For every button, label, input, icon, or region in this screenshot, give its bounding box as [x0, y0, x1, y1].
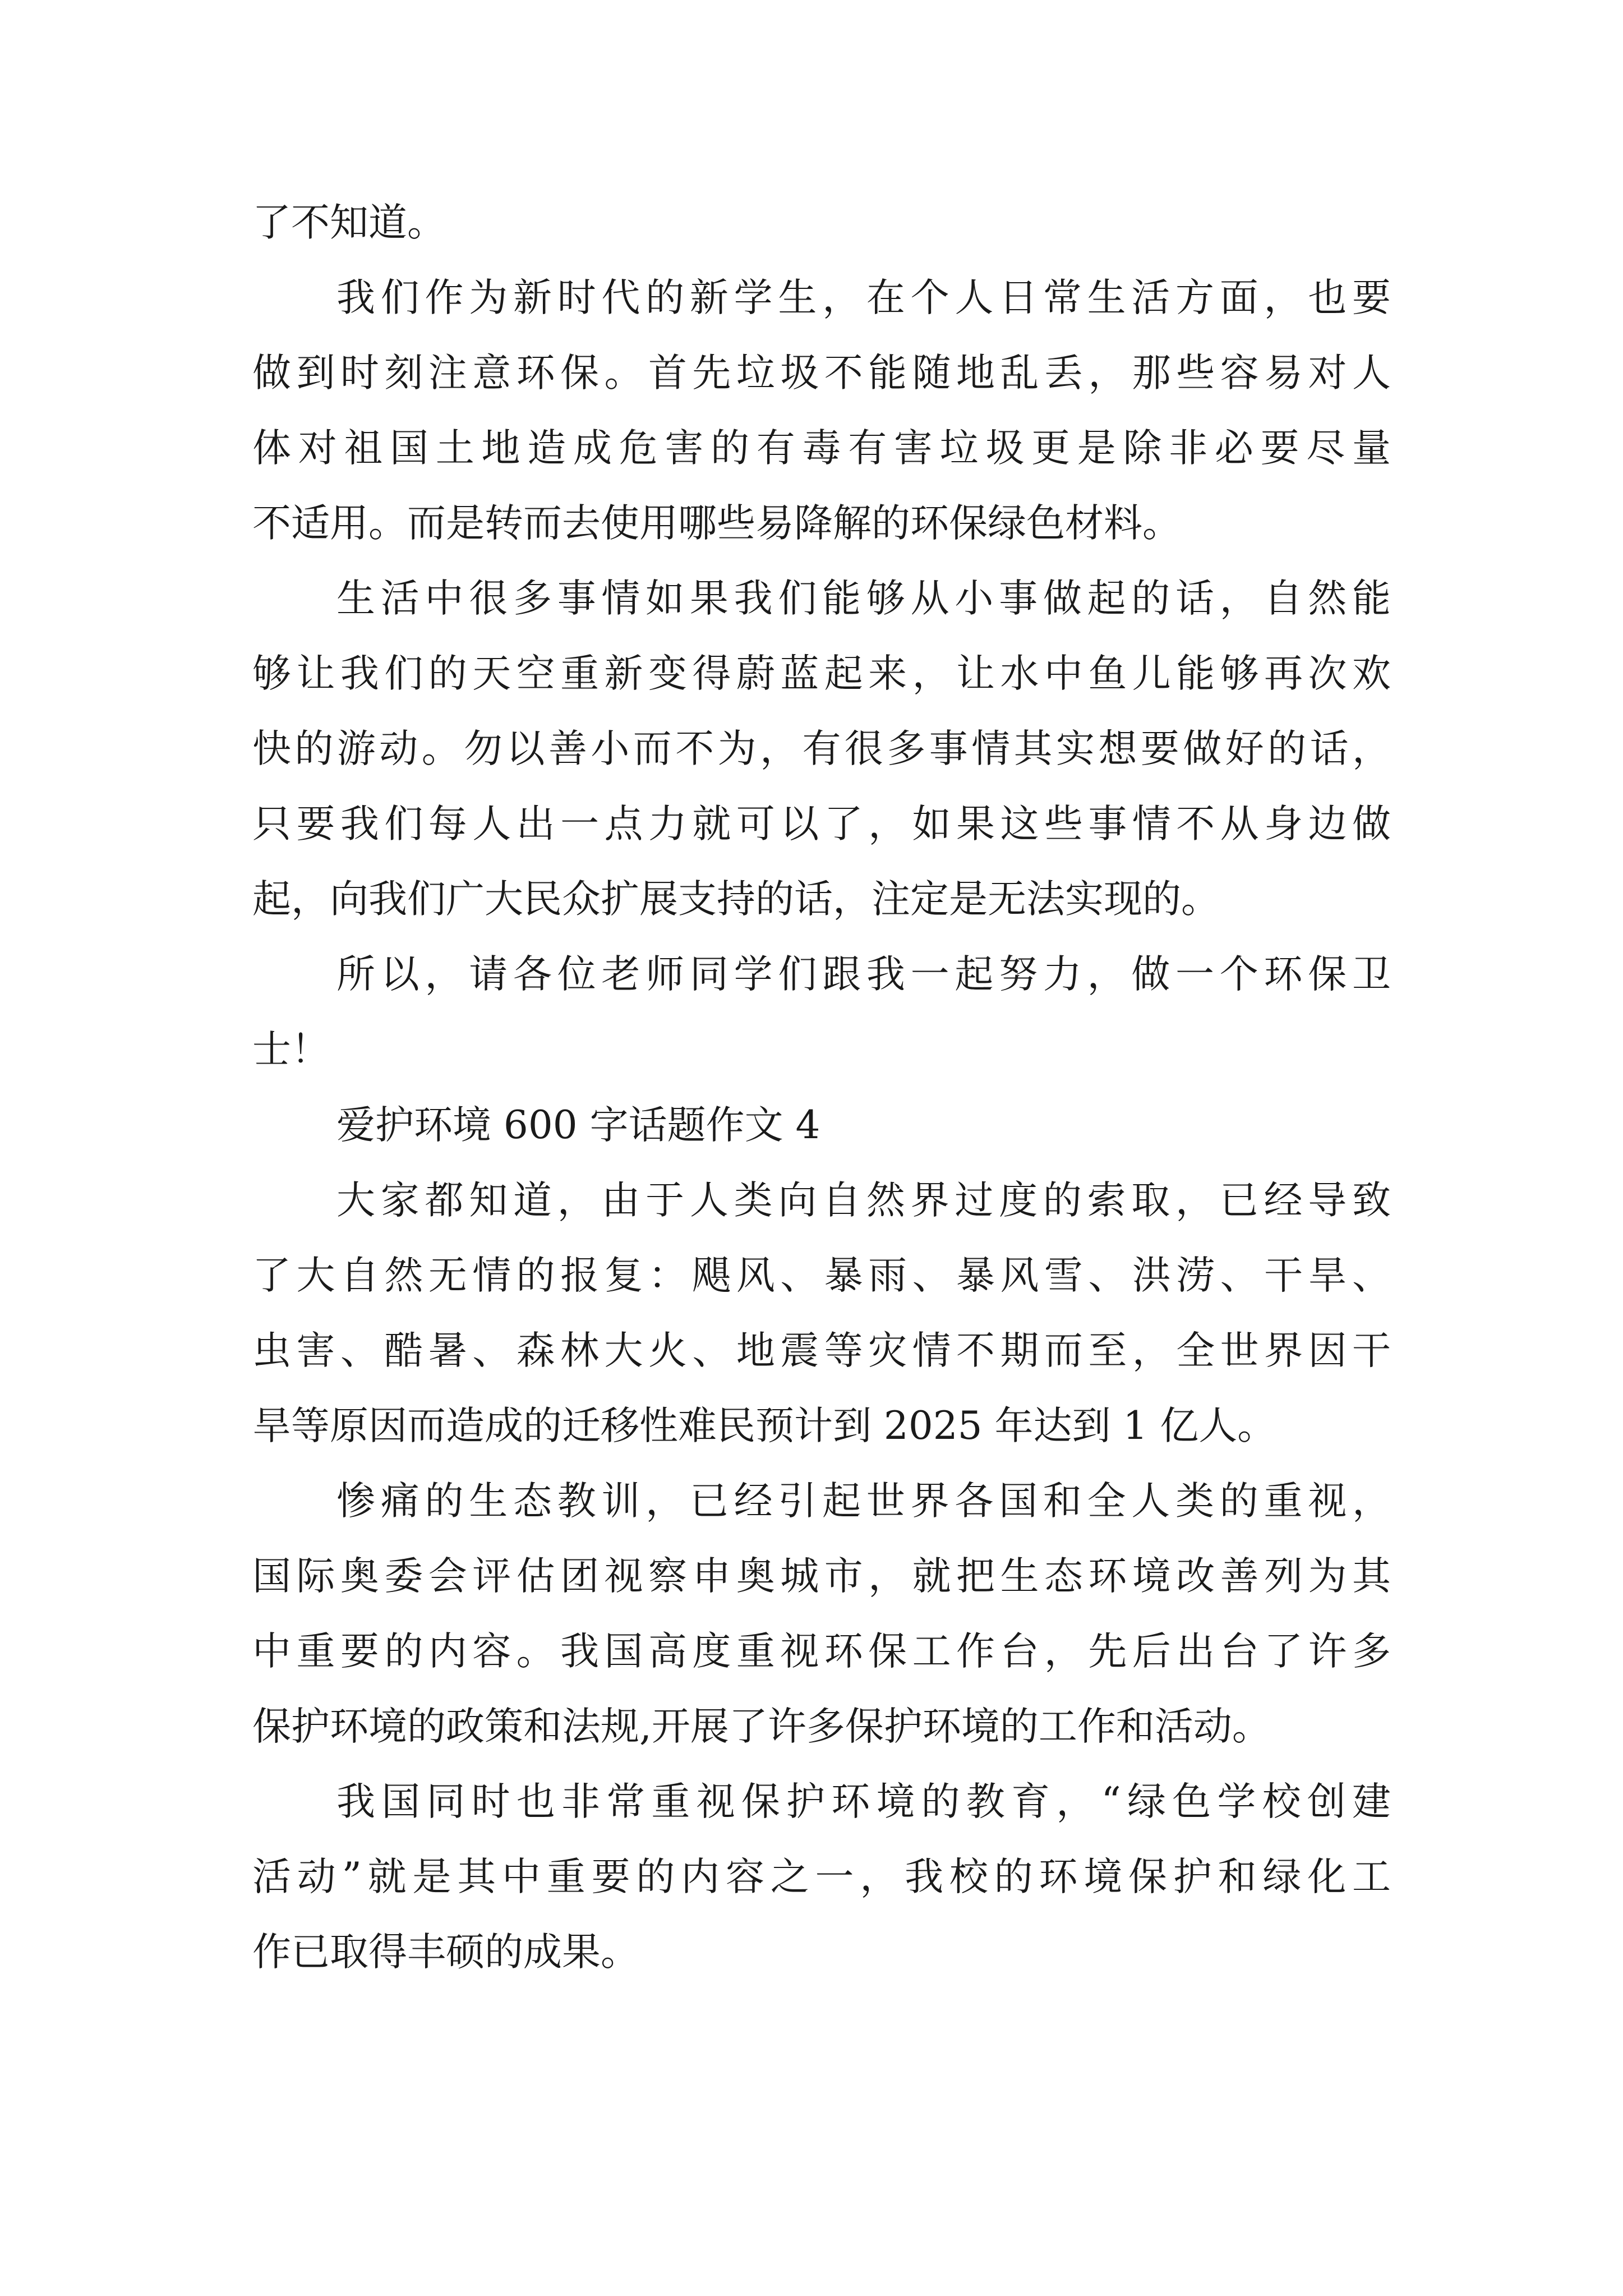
section-heading: 爱护环境 600 字话题作文 4: [336, 1103, 820, 1148]
text-line: 作已取得丰硕的成果。: [252, 1930, 639, 1975]
paragraph-first-line: 我国同时也非常重视保护环境的教育，“绿色学校创建: [336, 1779, 1391, 1824]
paragraph-first-line: 惨痛的生态教训，已经引起世界各国和全人类的重视，: [336, 1479, 1391, 1524]
text-line: 旱等原因而造成的迁移性难民预计到 2025 年达到 1 亿人。: [252, 1404, 1276, 1448]
paragraph-first-line: 生活中很多事情如果我们能够从小事做起的话，自然能: [336, 576, 1391, 621]
text-line: 虫害、酷暑、森林大火、地震等灾情不期而至，全世界因干: [252, 1328, 1391, 1373]
text-line: 了不知道。: [252, 200, 446, 245]
paragraph-first-line: 我们作为新时代的新学生，在个人日常生活方面，也要: [336, 275, 1391, 320]
text-line: 快的游动。勿以善小而不为，有很多事情其实想要做好的话，: [252, 726, 1391, 771]
text-line: 做到时刻注意环保。首先垃圾不能随地乱丢，那些容易对人: [252, 351, 1391, 395]
text-line: 士！: [252, 1027, 330, 1072]
paragraph-first-line: 所以，请各位老师同学们跟我一起努力，做一个环保卫: [336, 952, 1391, 997]
text-line: 保护环境的政策和法规,开展了许多保护环境的工作和活动。: [252, 1704, 1271, 1749]
text-line: 够让我们的天空重新变得蔚蓝起来，让水中鱼儿能够再次欢: [252, 651, 1391, 696]
text-line: 只要我们每人出一点力就可以了，如果这些事情不从身边做: [252, 802, 1391, 846]
text-line: 活动”就是其中重要的内容之一，我校的环境保护和绿化工: [252, 1855, 1391, 1899]
text-line: 了大自然无情的报复：飓风、暴雨、暴风雪、洪涝、干旱、: [252, 1253, 1391, 1298]
text-line: 国际奥委会评估团视察申奥城市，就把生态环境改善列为其: [252, 1554, 1391, 1599]
text-line: 不适用。而是转而去使用哪些易降解的环保绿色材料。: [252, 501, 1181, 546]
text-line: 中重要的内容。我国高度重视环保工作台，先后出台了许多: [252, 1629, 1391, 1674]
text-line: 起，向我们广大民众扩展支持的话，注定是无法实现的。: [252, 877, 1220, 922]
paragraph-first-line: 大家都知道，由于人类向自然界过度的索取，已经导致: [336, 1178, 1391, 1223]
text-line: 体对祖国土地造成危害的有毒有害垃圾更是除非必要尽量: [252, 426, 1391, 471]
